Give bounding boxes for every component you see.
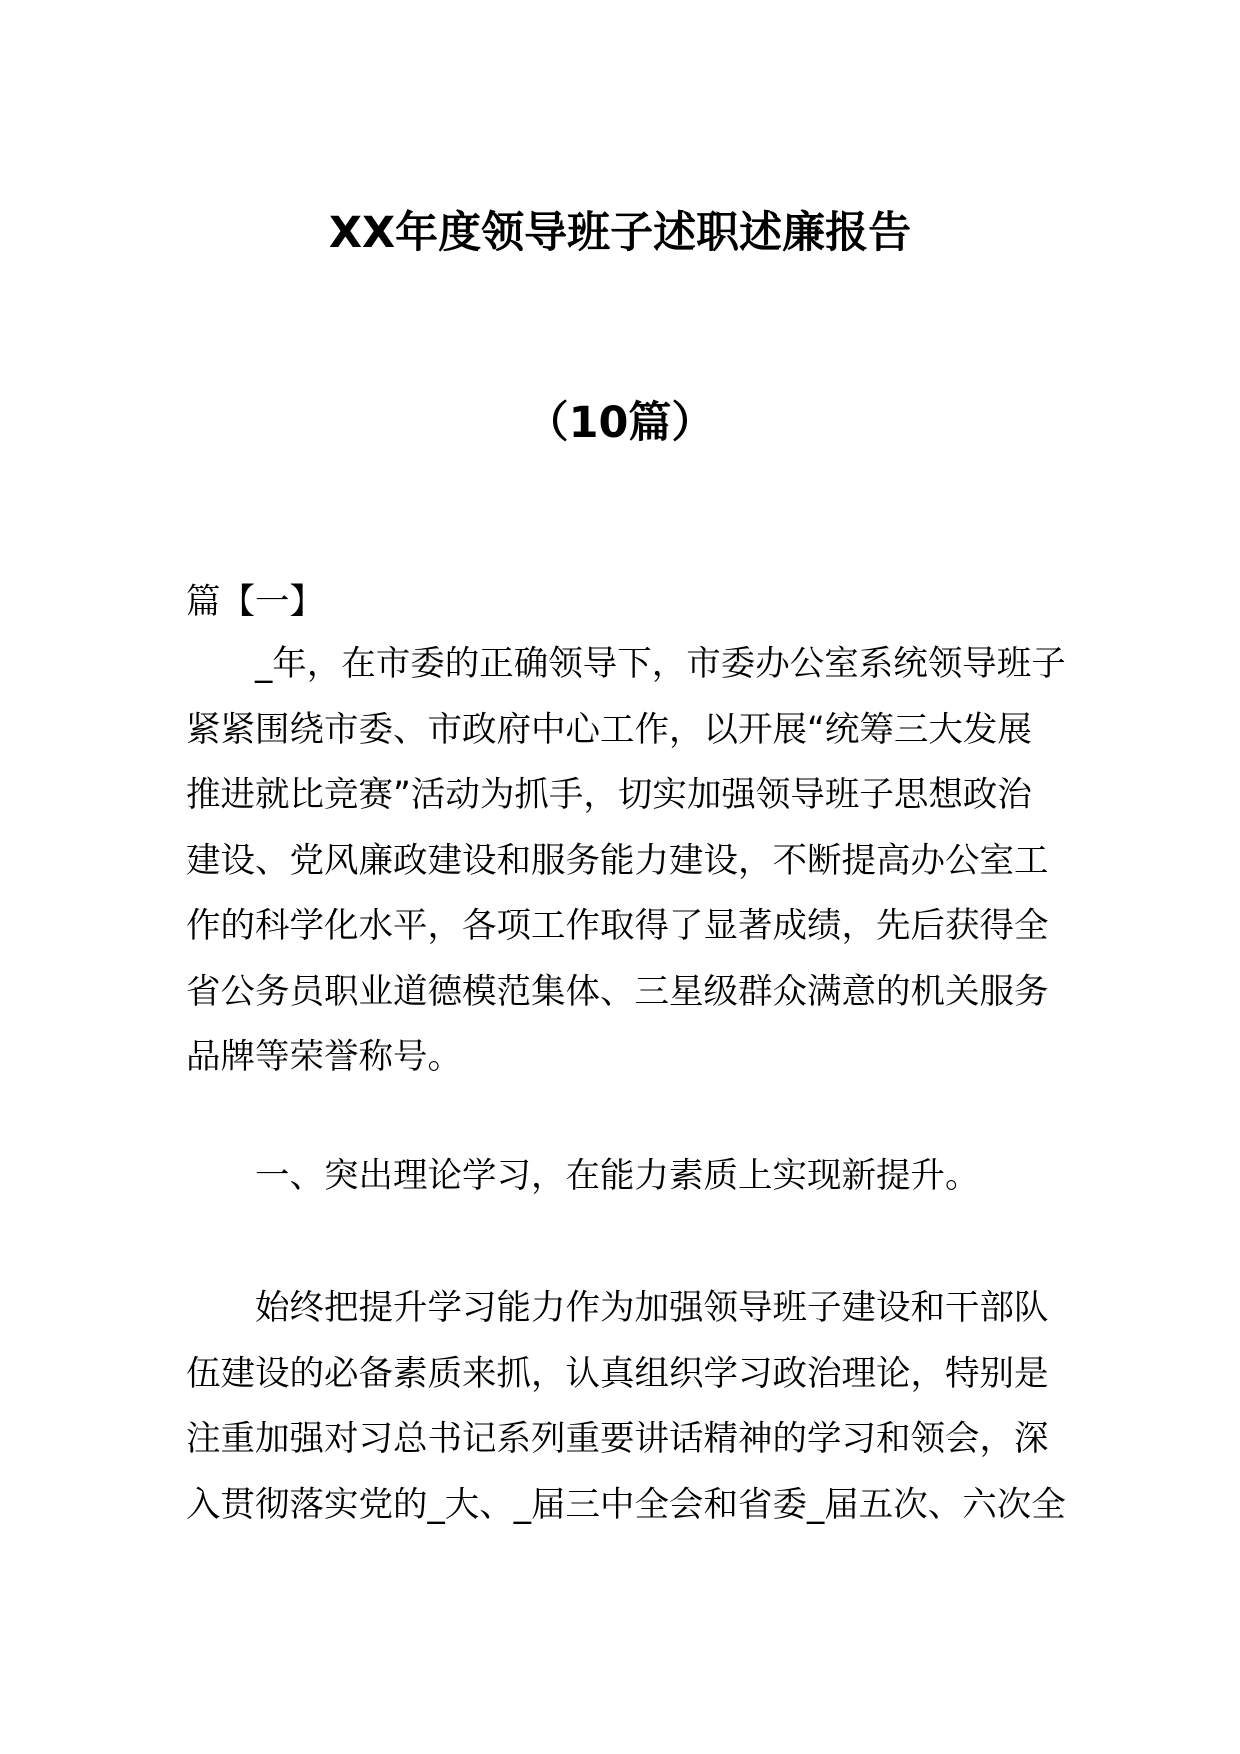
document-subtitle: （10篇） [525,398,715,448]
paragraph-line: 品牌等荣誉称号。 [186,1037,462,1077]
paragraph-line: _年，在市委的正确领导下，市委办公室系统领导班子 [255,644,1066,684]
document-title: XX年度领导班子述职述廉报告 [328,208,912,258]
paragraph-2 [186,1276,1066,1538]
section-heading-1: 一、突出理论学习，在能力素质上实现新提升。 [255,1156,980,1196]
paragraph-1 [186,632,1066,1091]
paragraph-line: 始终把提升学习能力作为加强领导班子建设和干部队 [255,1288,1049,1328]
paragraph-line: 建设、党风廉政建设和服务能力建设，不断提高办公室工 [186,840,1049,881]
paragraph-line: 省公务员职业道德模范集体、三星级群众满意的机关服务 [186,971,1049,1012]
paragraph-line: 作的科学化水平，各项工作取得了显著成绩，先后获得全 [186,906,1049,946]
paragraph-line: 注重加强对习总书记系列重要讲话精神的学习和领会，深 [186,1419,1049,1459]
paragraph-line: 入贯彻落实党的_大、_届三中全会和省委_届五次、六次全 [186,1484,1066,1525]
paragraph-line: 伍建设的必备素质来抓，认真组织学习政治理论，特别是 [186,1353,1049,1394]
paragraph-line: 推进就比竞赛”活动为抓手，切实加强领导班子思想政治 [186,775,1032,815]
section-label: 篇【一】 [186,582,324,622]
paragraph-line: 紧紧围绕市委、市政府中心工作，以开展“统筹三大发展 [186,709,1032,750]
